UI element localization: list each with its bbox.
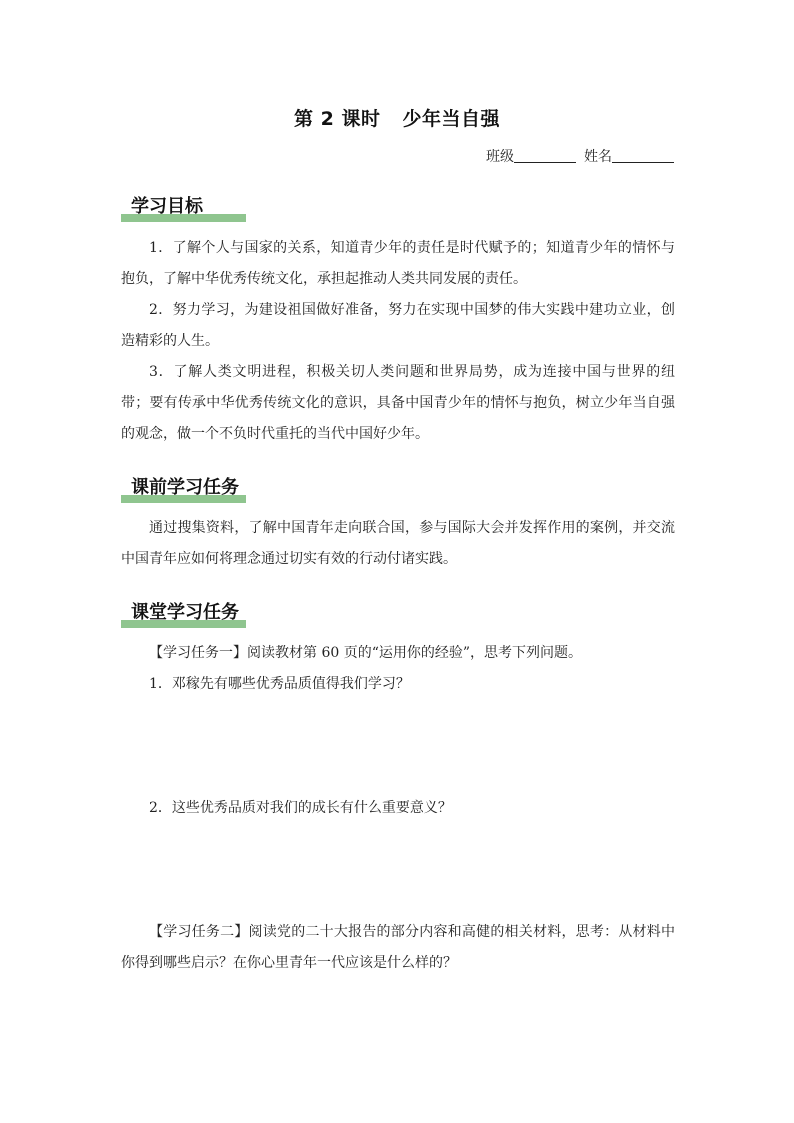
- objective-item-1: 1．了解个人与国家的关系，知道青少年的责任是时代赋予的；知道青少年的情怀与抱负，了解中华优秀传统文化，承担起推动人类共同发展的责任。: [121, 240, 675, 287]
- objective-item-3: 3．了解人类文明进程，积极关切人类问题和世界局势，成为连接中国与世界的纽带；要有传承中华优秀传统文化的意识，具备中国青少年的情怀与抱负，树立少年当自强的观念，做一个不负时代重托的当代中国好少年。: [121, 364, 675, 442]
- page-title: [0, 104, 794, 131]
- lesson-number: 第 2 课时: [294, 108, 381, 130]
- name-label: 姓名: [584, 149, 612, 165]
- question-1: 1．邓稼先有哪些优秀品质值得我们学习？: [149, 676, 410, 692]
- task-one-prompt: 【学习任务一】阅读教材第 60 页的“运用你的经验”，思考下列问题。: [149, 645, 583, 661]
- class-label: 班级: [486, 149, 514, 165]
- name-blank[interactable]: [612, 162, 674, 163]
- pre-class-text: 通过搜集资料，了解中国青年走向联合国，参与国际大会并发挥作用的案例，并交流中国青年应如何将理念通过切实有效的行动付诸实践。: [121, 520, 675, 567]
- pre-class-heading-label: 课前学习任务: [131, 477, 239, 498]
- objective-item-2: 2．努力学习，为建设祖国做好准备，努力在实现中国梦的伟大实践中建功立业，创造精彩的人生。: [121, 302, 675, 349]
- task-two-prompt: 【学习任务二】阅读党的二十大报告的部分内容和高健的相关材料，思考：从材料中你得到哪些启示？在你心里青年一代应该是什么样的？: [121, 924, 675, 971]
- objectives-heading-label: 学习目标: [131, 196, 203, 217]
- question-2: 2．这些优秀品质对我们的成长有什么重要意义？: [149, 800, 452, 816]
- student-info: [486, 146, 674, 166]
- in-class-heading-label: 课堂学习任务: [131, 602, 239, 623]
- lesson-title: 少年当自强: [402, 108, 500, 130]
- class-blank[interactable]: [514, 162, 576, 163]
